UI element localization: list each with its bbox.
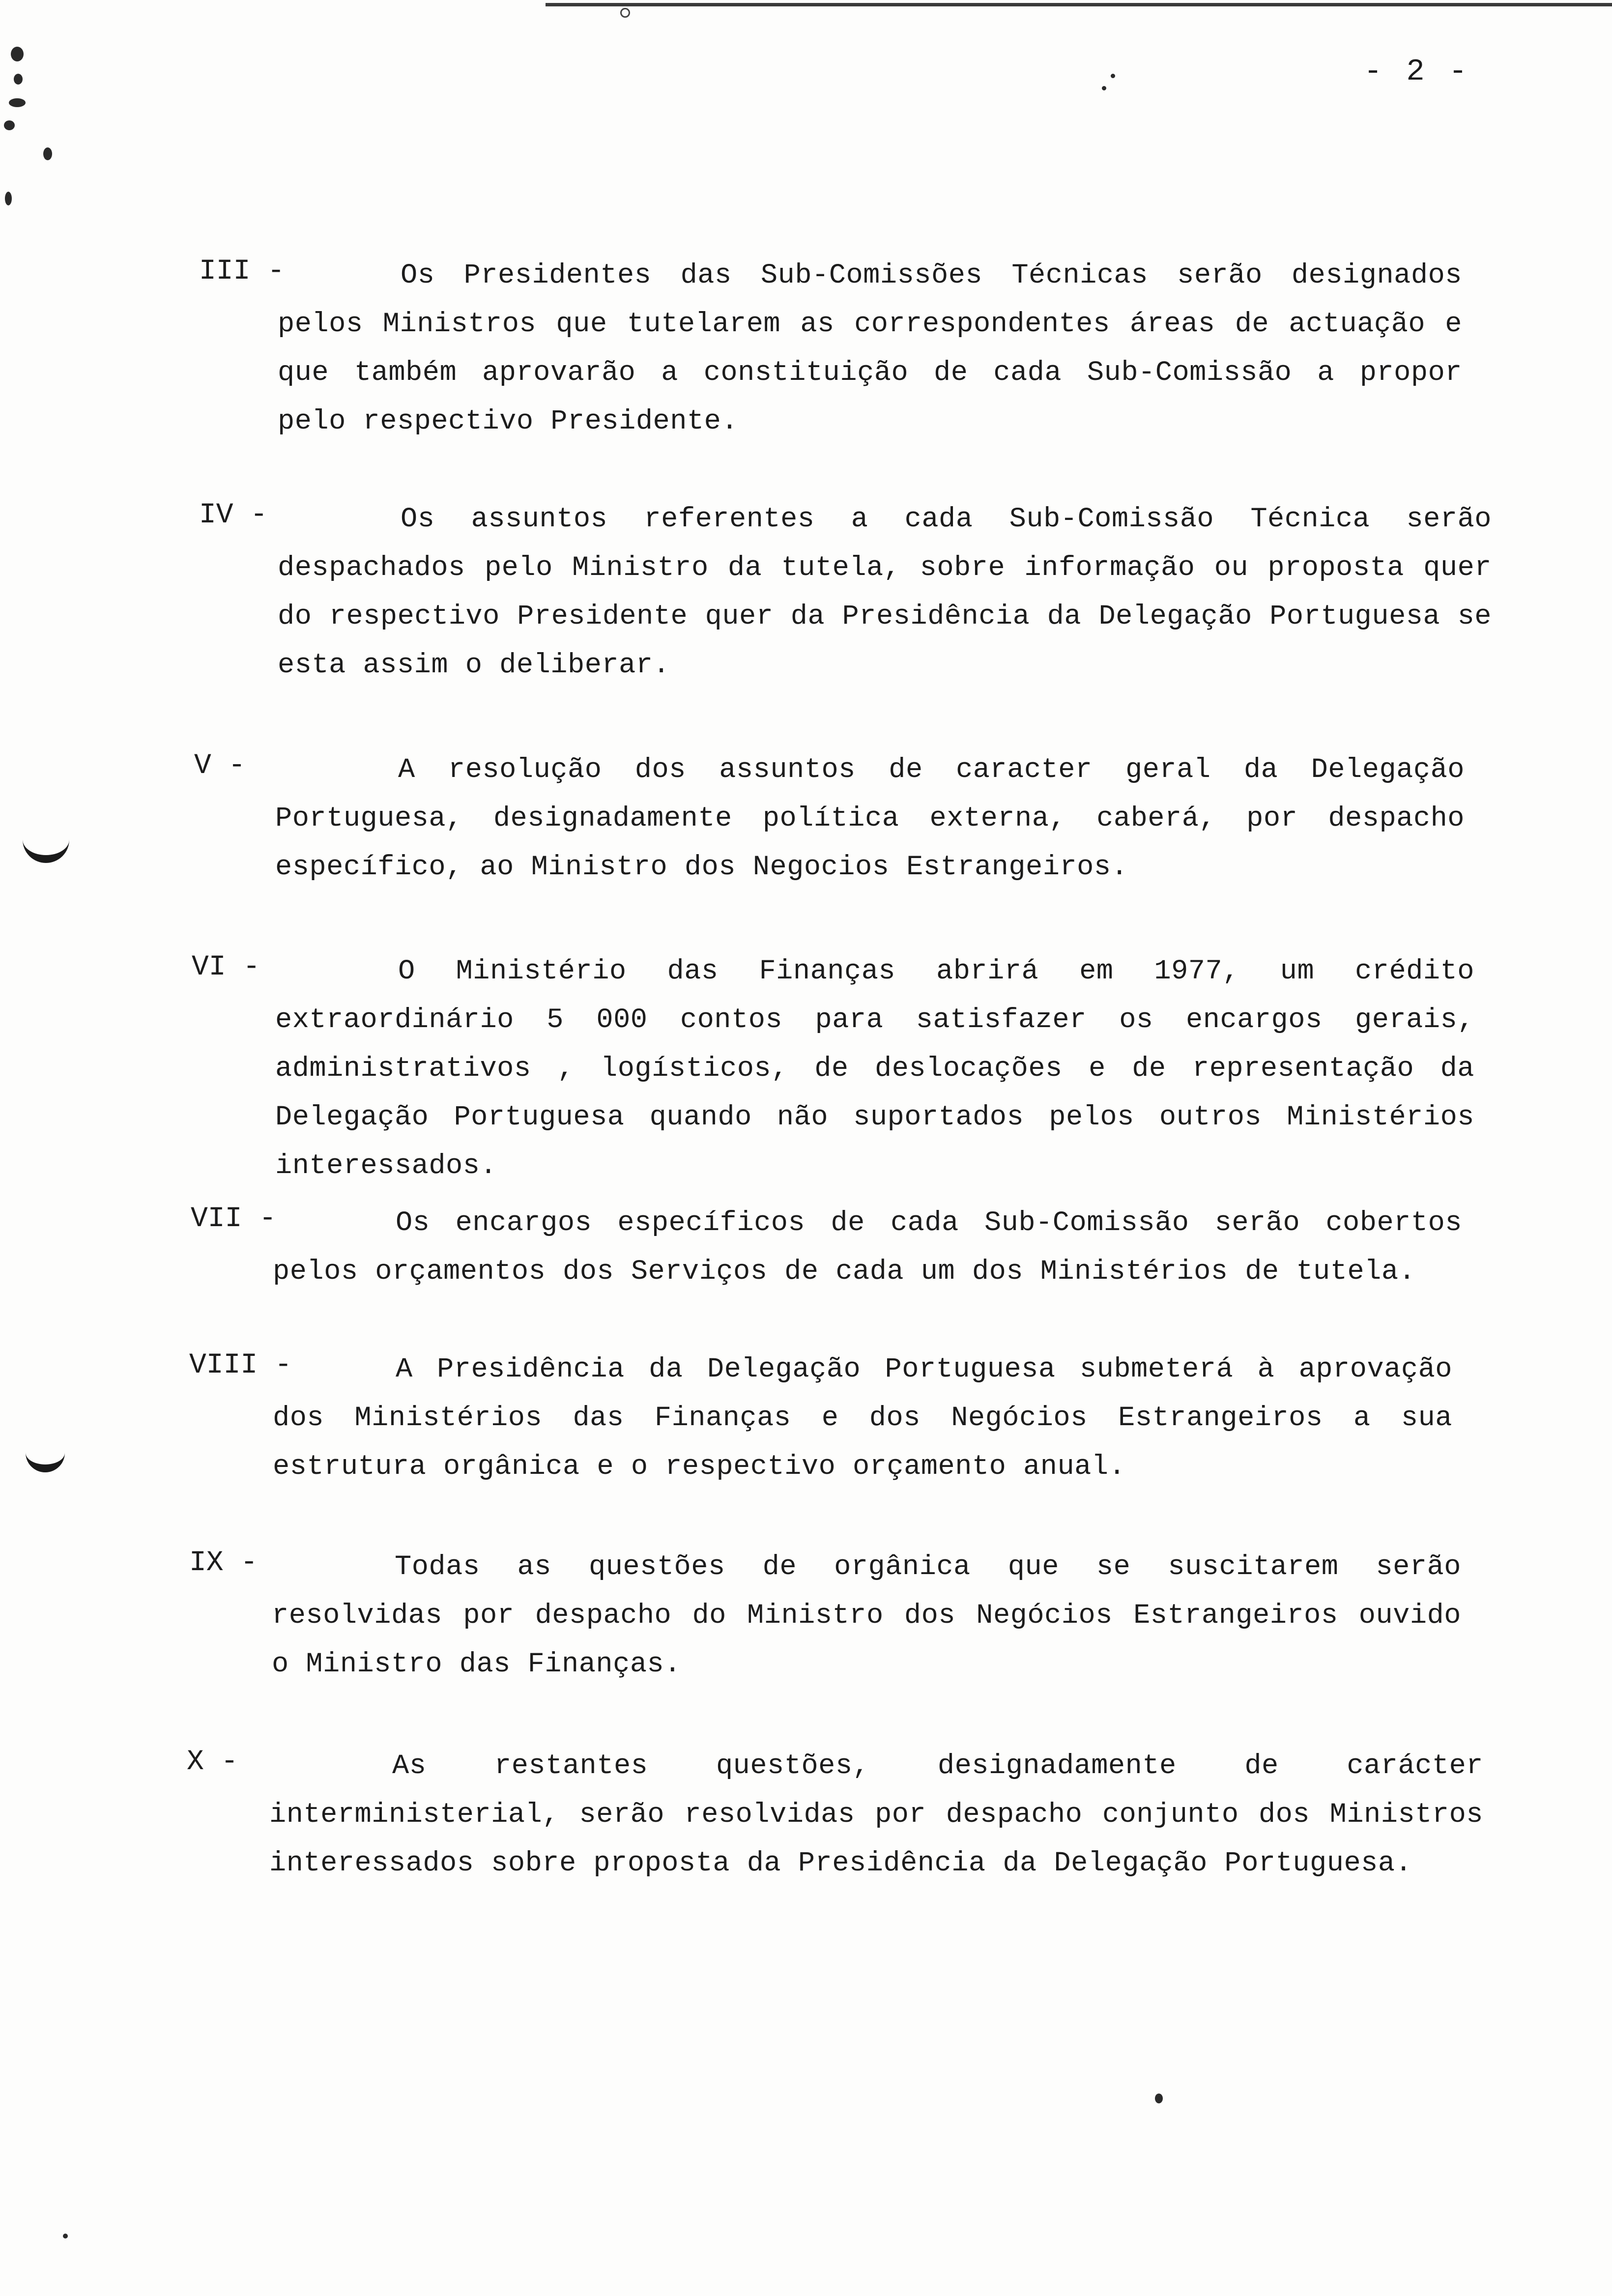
page-number: - 2 - [1364, 54, 1470, 89]
section-text: A resolução dos assuntos de caracter geral da Delegação Portuguesa, designadamente política externa, caberá, por despacho específico, ao Ministro dos Negocios Estrangeiros. [275, 754, 1465, 883]
scan-speck [1111, 74, 1115, 78]
section-numeral: VII - [191, 1203, 277, 1235]
scan-ring-mark [620, 8, 630, 18]
scan-speck [11, 47, 24, 61]
section-numeral: IX - [189, 1547, 258, 1579]
section-text: O Ministério das Finanças abrirá em 1977, um crédito extraordinário 5 000 contos para satisfazer os encargos gerais, administrativos , logísticos, de deslocações e de representação da Delegação Portuguesa quando não suportados pelos outros Ministérios interessados. [275, 956, 1474, 1182]
section-numeral: III - [199, 256, 285, 287]
section-text: As restantes questões, designadamente de carácter interministerial, serão resolvidas por despacho conjunto dos Ministros interessados sobre proposta da Presidência da Delegação Portuguesa. [269, 1751, 1483, 1879]
section-numeral: V - [194, 750, 246, 782]
section-numeral: IV - [199, 499, 268, 531]
scan-speck [9, 98, 26, 107]
punch-hole-mark-upper [23, 831, 69, 863]
section-text: Todas as questões de orgânica que se suscitarem serão resolvidas por despacho do Ministro dos Negócios Estrangeiros ouvido o Ministro das Finanças. [272, 1551, 1461, 1680]
section-numeral: VI - [192, 951, 260, 983]
scan-top-rule [546, 3, 1612, 6]
scan-speck [63, 2234, 68, 2239]
section-text: A Presidência da Delegação Portuguesa submeterá à aprovação dos Ministérios das Finanças e dos Negócios Estrangeiros a sua estrutura orgânica e o respectivo orçamento anual. [273, 1354, 1452, 1483]
section-text: Os Presidentes das Sub-Comissões Técnicas serão designados pelos Ministros que tutelarem as correspondentes áreas de actuação e que também aprovarão a constituição de cada Sub-Comissão a propor pelo respectivo Presidente. [278, 260, 1462, 437]
scan-speck [5, 192, 12, 205]
scan-speck [43, 147, 52, 160]
section-text: Os encargos específicos de cada Sub-Comissão serão cobertos pelos orçamentos dos Serviços de cada um dos Ministérios de tutela. [273, 1207, 1462, 1288]
section-numeral: VIII - [189, 1349, 292, 1381]
scan-speck [1102, 86, 1106, 90]
punch-hole-mark-lower [26, 1440, 65, 1472]
scan-speck [1155, 2094, 1163, 2103]
scan-speck [4, 120, 15, 130]
scan-speck [14, 74, 23, 85]
section-numeral: X - [187, 1746, 238, 1778]
section-text: Os assuntos referentes a cada Sub-Comissão Técnica serão despachados pelo Ministro da tutela, sobre informação ou proposta quer do respectivo Presidente quer da Presidência da Delegação Portuguesa se esta assim o deliberar. [278, 504, 1492, 681]
